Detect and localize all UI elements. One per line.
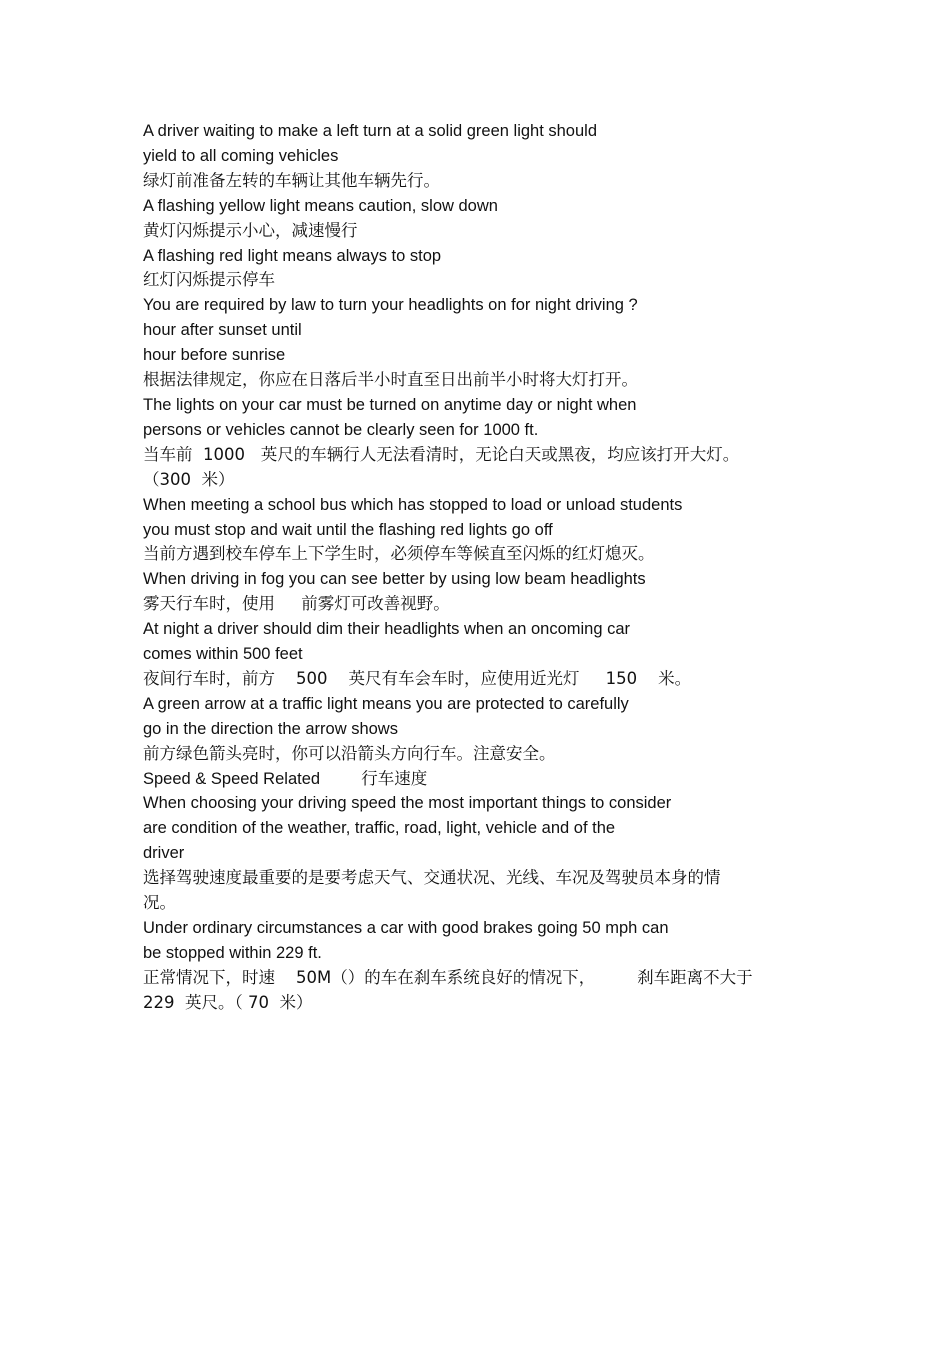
text-line: hour before sunrise [143,346,286,365]
text-line: When choosing your driving speed the most important things to consider [143,794,672,813]
text-line: persons or vehicles cannot be clearly seen for 1000 ft. [143,420,539,439]
text-line: A flashing red light means always to stop [143,246,442,265]
text-line: are condition of the weather, traffic, road, light, vehicle and of the [143,819,616,838]
text-line-chinese: 雾天行车时，使用 前雾灯可改善视野。 [143,594,450,614]
text-line-chinese: 红灯闪烁提示停车 [143,270,275,290]
text-line-chinese: 夜间行车时，前方 500 英尺有车会车时，应使用近光灯 150 米。 [143,668,692,688]
text-line: you must stop and wait until the flashing red lights go off [143,520,553,539]
text-line: Under ordinary circumstances a car with good brakes going 50 mph can [143,919,669,937]
document-body [143,119,793,1016]
section-heading: Speed & Speed Related 行车速度 [143,769,428,788]
text-line: When meeting a school bus which has stopped to load or unload students [143,495,683,514]
text-line: When driving in fog you can see better by using low beam headlights [143,570,646,589]
text-line: A flashing yellow light means caution, slow down [143,196,498,215]
text-line: A green arrow at a traffic light means you are protected to carefully [143,694,629,713]
text-line-chinese: 当前方遇到校车停车上下学生时，必须停车等候直至闪烁的红灯熄灭。 [143,544,655,564]
text-line-chinese: 当车前 1000 英尺的车辆行人无法看清时，无论白天或黑夜，均应该打开大灯。 [143,444,740,464]
text-line: You are required by law to turn your headlights on for night driving ? [143,296,638,315]
text-line: driver [143,844,185,863]
text-line-chinese: （300 米） [143,469,235,489]
text-line: hour after sunset until [143,321,302,340]
text-line: The lights on your car must be turned on anytime day or night when [143,395,637,414]
text-line-chinese: 前方绿色箭头亮时，你可以沿箭头方向行车。注意安全。 [143,743,556,763]
text-line-chinese: 黄灯闪烁提示小心，减速慢行 [143,220,358,240]
text-line: be stopped within 229 ft. [143,943,322,962]
text-line-chinese: 绿灯前准备左转的车辆让其他车辆先行。 [143,170,440,190]
text-line: go in the direction the arrow shows [143,719,398,738]
text-line: A driver waiting to make a left turn at a solid green light should [143,122,597,140]
text-line-chinese: 选择驾驶速度最重要的是要考虑天气、交通状况、光线、车况及驾驶员本身的情 [143,868,721,888]
text-line-chinese: 229 英尺。（ 70 米） [143,992,313,1012]
text-line-chinese: 根据法律规定，你应在日落后半小时直至日出前半小时将大灯打开。 [143,370,638,390]
text-line-chinese: 况。 [143,893,176,913]
text-line: At night a driver should dim their headlights when an oncoming car [143,620,631,639]
text-line: comes within 500 feet [143,645,303,664]
text-line-chinese: 正常情况下，时速 50M（）的车在刹车系统良好的情况下， 刹车距离不大于 [143,967,753,987]
text-line: yield to all coming vehicles [143,146,339,165]
